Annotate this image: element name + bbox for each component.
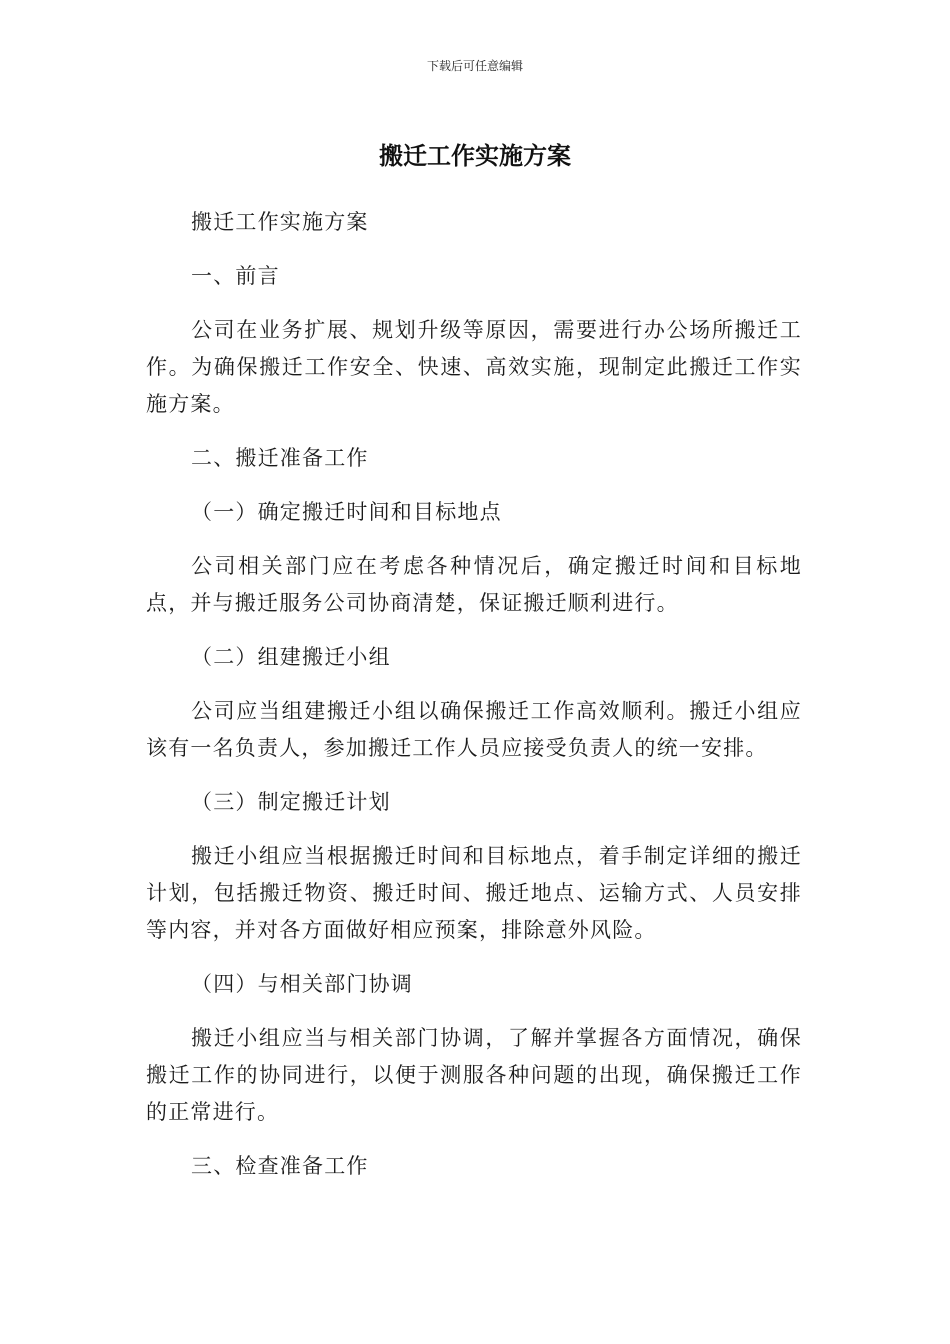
section-heading-preface: 一、前言 bbox=[191, 264, 280, 288]
paragraph-subtitle: 搬迁工作实施方案 bbox=[191, 210, 369, 234]
subsection-heading: （三）制定搬迁计划 bbox=[191, 790, 391, 814]
subsection-heading: （一）确定搬迁时间和目标地点 bbox=[191, 500, 502, 524]
paragraph: 公司应当组建搬迁小组以确保搬迁工作高效顺利。搬迁小组应该有一名负责人，参加搬迁工作人员应接受负责人的统一安排。 bbox=[146, 699, 802, 760]
paragraph: 公司相关部门应在考虑各种情况后，确定搬迁时间和目标地点，并与搬迁服务公司协商清楚，保证搬迁顺利进行。 bbox=[146, 554, 802, 615]
paragraph: 公司在业务扩展、规划升级等原因，需要进行办公场所搬迁工作。为确保搬迁工作安全、快速、高效实施，现制定此搬迁工作实施方案。 bbox=[146, 318, 802, 416]
document-body bbox=[146, 204, 802, 1185]
section-heading-inspection: 三、检查准备工作 bbox=[191, 1154, 369, 1178]
subsection-heading: （二）组建搬迁小组 bbox=[191, 645, 391, 669]
paragraph: 搬迁小组应当根据搬迁时间和目标地点，着手制定详细的搬迁计划，包括搬迁物资、搬迁时间、搬迁地点、运输方式、人员安排等内容，并对各方面做好相应预案，排除意外风险。 bbox=[146, 844, 802, 942]
document-title: 搬迁工作实施方案 bbox=[379, 142, 571, 170]
paragraph: 搬迁小组应当与相关部门协调，了解并掌握各方面情况，确保搬迁工作的协同进行，以便于测服各种问题的出现，确保搬迁工作的正常进行。 bbox=[146, 1026, 802, 1124]
section-heading-preparation: 二、搬迁准备工作 bbox=[191, 446, 369, 470]
subsection-heading: （四）与相关部门协调 bbox=[191, 972, 413, 996]
header-note: 下载后可任意编辑 bbox=[426, 59, 523, 73]
